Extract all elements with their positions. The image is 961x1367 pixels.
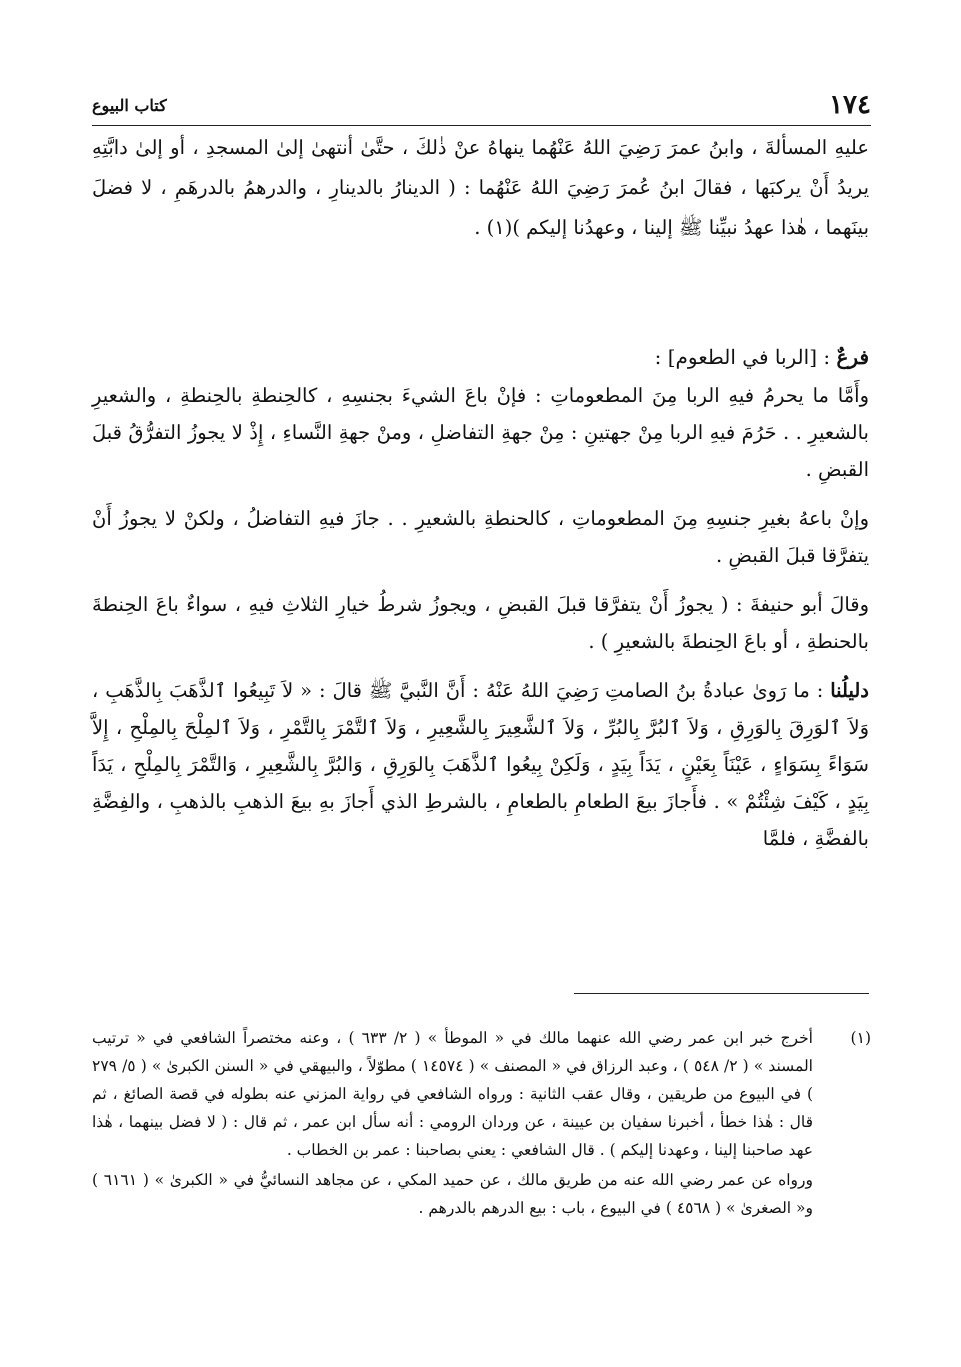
running-title: كتاب البيوع bbox=[92, 96, 167, 115]
page-number: ١٧٤ bbox=[829, 90, 871, 120]
main-text-block bbox=[92, 377, 869, 863]
page-header bbox=[92, 88, 871, 122]
header-rule bbox=[92, 125, 871, 126]
footnote-number: (١) bbox=[850, 1029, 871, 1047]
footnote-body bbox=[92, 1024, 813, 1222]
paragraph-1: وأَمَّا ما يحرمُ فيهِ الربا مِنَ المطعوماتِ : فإنْ باعَ الشيءَ بجنسِهِ ، كالحِنطةِ بالحِنطةِ ، والشعيرِ بالشعيرِ . . حَرُمَ فيهِ الربا مِنْ جهتينِ : مِنْ جهةِ التفاضلِ ، ومنْ جهةِ النَّساءِ ، إِذْ لا يجوزُ التفرُّقُ قبلَ القبضِ . bbox=[92, 384, 869, 481]
section-heading-label: فرعٌ bbox=[836, 345, 869, 369]
intro-paragraph: عليهِ المسألةَ ، وابنُ عمرَ رَضِيَ اللهُ عَنْهُما ينهاهُ عنْ ذٰلكَ ، حتَّىٰ أنتهىٰ إلىٰ المسجدِ ، أو إلىٰ دابَّتِهِ يريدُ أَنْ يركبَها ، فقالَ ابنُ عُمرَ رَضِيَ اللهُ عَنْهُما : ( الدينارُ بالدينارِ ، والدرهمُ بالدرهَمِ ، لا فضلَ بينَهما ، هٰذا عهدُ نبيِّنا ﷺ إلينا ، وعهدُنا إليكم )(١) . bbox=[92, 136, 869, 239]
intro-text-block bbox=[92, 128, 869, 256]
paragraph-3: وقالَ أبو حنيفةَ : ( يجوزُ أَنْ يتفرَّقا قبلَ القبضِ ، ويجوزُ شرطُ خيارِ الثلاثِ فيهِ ، سواءٌ باعَ الحِنطةَ بالحنطةِ ، أو باعَ الحِنطةَ بالشعيرِ ) . bbox=[92, 593, 869, 653]
paragraph-2: وإنْ باعهُ بغيرِ جنسِهِ مِنَ المطعوماتِ ، كالحنطةِ بالشعيرِ . . جازَ فيهِ التفاضلُ ، ولكنْ لا يجوزُ أَنْ يتفرَّقا قبلَ القبضِ . bbox=[92, 507, 869, 567]
paragraph-4 bbox=[92, 672, 869, 857]
footnote-rule bbox=[574, 993, 869, 994]
footnote-paragraph-1: أخرج خبر ابن عمر رضي الله عنهما مالك في « الموطأ » ( ٢/ ٦٣٣ ) ، وعنه مختصراً الشافعي في « ترتيب المسند » ( ٢/ ٥٤٨ ) ، وعبد الرزاق في « المصنف » ( ١٤٥٧٤ ) مطوّلاً ، والبيهقي في « السنن الكبرىٰ » ( ٥/ ٢٧٩ ) في البيوع من طريقين ، وقال عقب الثانية : ورواه الشافعي في رواية المزني عنه بطوله في قصة الصائغ ، ثم قال : هٰذا خطأ ، أخبرنا سفيان بن عيينة ، عن وردان الرومي : أنه سأل ابن عمر ، ثم قال : ( لا فضل بينهما ، هٰذا عهد صاحبنا إلينا ، وعهدنا إليكم ) . قال الشافعي : يعني بصاحبنا : عمر بن الخطاب . bbox=[92, 1029, 813, 1159]
footnote-paragraph-2: ورواه عن عمر رضي الله عنه من طريق مالك ، عن حميد المكي ، عن مجاهد النسائيُّ في « الكبرىٰ » ( ٦١٦١ ) و« الصغرىٰ » ( ٤٥٦٨ ) في البيوع ، باب : بيع الدرهم بالدرهم . bbox=[92, 1171, 813, 1217]
footnotes bbox=[92, 1024, 871, 1222]
section-heading bbox=[655, 337, 869, 377]
section-heading-title: : [الربا في الطعوم] : bbox=[654, 345, 831, 369]
evidence-label: دليلُنا bbox=[830, 679, 869, 702]
paragraph-4-text: : ما رَوىٰ عبادةُ بنُ الصامتِ رَضِيَ اللهُ عَنْهُ : أَنَّ النَّبيَّ ﷺ قالَ : « لاَ تَبِيعُوا ٱلذَّهَبَ بِالذَّهَبِ ، وَلاَ ٱلوَرِقَ بِالوَرِقِ ، وَلاَ ٱلبُرَّ بِالبُرِّ ، وَلاَ ٱلشَّعِيرَ بِالشَّعِيرِ ، وَلاَ ٱلتَّمْرَ بِالتَّمْرِ ، وَلاَ ٱلمِلْحَ بِالمِلْحِ ، إِلاَّ سَوَاءً بِسَوَاءٍ ، عَيْنَاً بِعَيْنٍ ، يَدَاً بِيَدٍ ، وَلَكِنْ بِيعُوا ٱلذَّهَبَ بِالوَرِقِ ، وَالبُرَّ بِالشَّعِيرِ ، وَالتَّمْرَ بِالمِلْحِ ، يَدَاً بِيَدٍ ، كَيْفَ شِئْتُمْ » . فأَجازَ بيعَ الطعامِ بالطعامِ ، بالشرطِ الذي أَجازَ بهِ بيعَ الذهبِ بالذهبِ ، والفِضَّةِ بالفضَّةِ ، فلمَّا bbox=[92, 679, 869, 850]
